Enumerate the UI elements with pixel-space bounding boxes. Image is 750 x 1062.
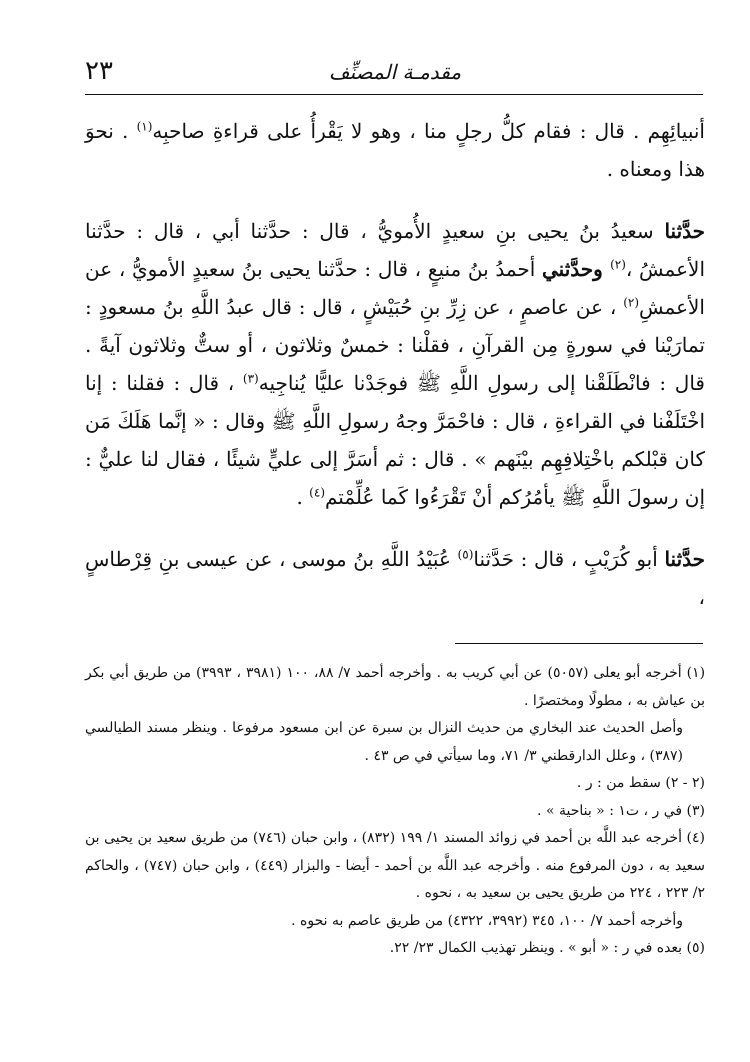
footnote-2: (٢ - ٢) سقط من : ر .: [576, 775, 705, 791]
page-header: [85, 50, 705, 90]
footnote-marker-3: (٣): [242, 371, 259, 386]
paragraph-2-lead-2: وحدَّثني: [542, 257, 611, 281]
paragraph-2-text-c: ، عن عاصمٍ ، عن زِرِّ بنِ حُبَيْشٍ ، قال : قال عبدُ اللَّهِ بنُ مسعودٍ : تمارَيْنا في سورةٍ مِن القرآنِ ، فقلْنا : خمسٌ وثلاثون ، أو ستٌّ وثلاثون آيةً . قال : فانْطَلَقْنا إلى رسولِ اللَّهِ ﷺ فوجَدْنا عليًّا يُناجِيه: [85, 295, 705, 395]
footnote-marker-2-close: (٢): [623, 295, 640, 310]
paragraph-1-text-a: أنبيائِهِم . قال : فقام كلُّ رجلٍ منا ، وهو لا يَقْرأُ على قراءةِ صاحبِه: [152, 119, 705, 143]
paragraph-2-text-a: سعيدُ بنُ يحيى بنِ سعيدٍ الأُمويُّ ، قال : حدَّثنا أبي ، قال : حدَّثنا الأعمشُ ،: [85, 219, 706, 281]
paragraph-1-text-b: . نحوَ هذا ومعناه .: [85, 119, 705, 181]
paragraph-3-text-a: أبو كُرَيْبٍ ، قال : حَدَّثنا: [473, 547, 665, 571]
page-number: ٢٣: [85, 56, 113, 86]
paragraph-3-text-b: عُبَيْدُ اللَّهِ بنُ موسى ، عن عيسى بنِ قِرْطاسٍ ،: [85, 547, 705, 609]
footnote-separator: [455, 643, 703, 644]
footnote-4: (٤) أخرجه عبد اللَّه بن أحمد في زوائد المسند ١/ ١٩٩ (٨٣٢) ، وابن حبان (٧٤٦) من طريق سعيد بن يحيى بن سعيد به ، دون المرفوع منه . وأخرجه عبد اللَّه بن أحمد - أيضا - والبزار (٤٤٩) ، وابن حبان (٧٤٧) ، والحاكم ٢/ ٢٢٣ ، ٢٢٤ من طريق يحيى بن سعيد به ، نحوه .: [85, 830, 705, 901]
paragraph-1: [85, 112, 705, 188]
running-title: مقدمـة المصنِّف: [328, 60, 462, 84]
paragraph-3: [85, 540, 705, 616]
footnote-1: (١) أخرجه أبو يعلى (٥٠٥٧) عن أبي كريب به . وأخرجه أحمد ٧/ ٨٨، ١٠٠ (٣٩٨١ ، ٣٩٩٣) من طريق أبي بكر بن عياش به ، مطولًا ومختصرًا .: [85, 665, 706, 709]
paragraph-2: [85, 212, 705, 516]
footnote-5: (٥) بعده في ر : « أبو » . وينظر تهذيب الكمال ٢٣/ ٢٢.: [389, 940, 705, 956]
footnote-4-continuation: وأخرجه أحمد ٧/ ١٠٠، ٣٤٥ (٣٩٩٢، ٤٣٢٢) من طريق عاصم به نحوه .: [291, 912, 683, 929]
header-rule: [85, 94, 703, 95]
footnote-1-continuation: وأصل الحديث عند البخاري من حديث النزال بن سبرة عن ابن مسعود مرفوعا . وينظر مسند الطيالسي (٣٨٧) ، وعلل الدارقطني ٣/ ٧١، وما سيأتي في ص ٤٣ .: [85, 720, 683, 764]
footnote-marker-5: (٥): [457, 547, 474, 562]
main-text: [85, 112, 705, 616]
paragraph-2-text-b: أحمدُ بنُ منيعٍ ، قال : حدَّثنا يحيى بنُ سعيدٍ الأمويُّ ، عن الأعمشِ: [85, 257, 705, 319]
footnotes: [85, 660, 705, 963]
footnote-3: (٣) في ر ، ت١ : « بناحية » .: [537, 802, 705, 819]
footnote-marker-4: (٤): [309, 485, 325, 500]
paragraph-3-lead: حدَّثنا: [664, 547, 706, 571]
paragraph-2-text-e: .: [296, 485, 310, 509]
paragraph-2-text-d: ، قال : فقلنا : إنا اخْتَلَفْنا في القراءةِ ، قال : فاحْمَرَّ وجهُ رسولِ اللَّهِ ﷺ وقال : « إنَّما هَلَكَ مَن كان قبْلكم باخْتِلافِهِم بيْنَهم » . قال : ثم أسَرَّ إلى عليٍّ شيئًا ، فقال لنا عليٌّ : إن رسولَ اللَّهِ ﷺ يأمُرُكم أنْ تَقْرَءُوا كَما عُلِّمْتم: [85, 371, 705, 509]
footnote-marker-2-open: (٢): [610, 257, 626, 272]
paragraph-2-lead: حدَّثنا: [664, 219, 705, 243]
footnote-marker-1: (١): [136, 119, 153, 134]
